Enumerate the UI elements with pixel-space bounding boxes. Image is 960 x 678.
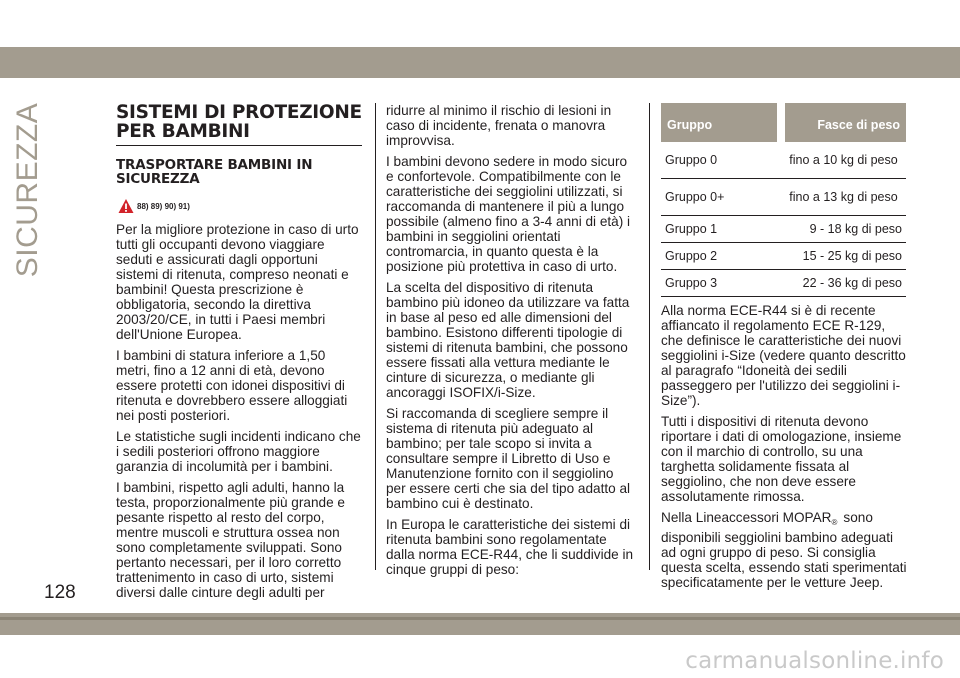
warning-refs: 88) 89) 90) 91) [137, 201, 190, 211]
paragraph: La scelta del dispositivo di ritenuta bambino più idoneo da utilizzare va fatta in base al peso ed alle dimensioni del bambino. Esistono differenti tipologie di sistemi di ritenuta bambini, che possono essere fissati alla vettura mediante le cinture di sicurezza, o mediante gli ancoraggi ISOFIX/i-Size. [386, 280, 630, 400]
table-cell-weight: fino a 10 kg di peso [781, 142, 906, 179]
table-cell-weight: fino a 13 kg di peso [781, 179, 906, 216]
bottom-footer-bar [0, 613, 960, 635]
table-row [661, 216, 906, 243]
column-1 [116, 103, 362, 606]
weight-groups-table [661, 103, 906, 297]
paragraph: Si raccomanda di scegliere sempre il sistema di ritenuta più adeguato al bambino; per tale scopo si invita a consultare sempre il Libretto di Uso e Manutenzione fornito con il seggiolino per essere certi che sia del tipo adatto al bambino cui è destinato. [386, 406, 631, 511]
table-row [661, 243, 906, 270]
column-divider [649, 103, 650, 570]
table-row [661, 270, 906, 297]
table-cell-group: Gruppo 0+ [661, 179, 781, 216]
table-cell-group: Gruppo 3 [661, 270, 781, 297]
section-label-text: SICUREZZA [11, 102, 44, 278]
column-3 [661, 103, 909, 596]
column-divider [375, 103, 376, 570]
table-header-weight: Fasce di peso [781, 103, 906, 142]
table-cell-group: Gruppo 0 [661, 142, 781, 179]
table-header-group: Gruppo [661, 103, 781, 142]
subheading: TRASPORTARE BAMBINI IN SICUREZZA [116, 157, 313, 187]
column-2 [386, 103, 636, 583]
paragraph: Le statistiche sugli incidenti indicano che i sedili posteriori offrono maggiore garanzia di incolumità per i bambini. [116, 429, 361, 474]
paragraph: Tutti i dispositivi di ritenuta devono riportare i dati di omologazione, insieme con il marchio di controllo, su una targhetta solidamente fissata al seggiolino, che non deve essere assolutamente rimossa. [661, 414, 902, 504]
table-cell-weight: 9 - 18 kg di peso [781, 216, 906, 243]
table-cell-group: Gruppo 2 [661, 243, 781, 270]
page-number: 128 [44, 582, 76, 603]
top-header-bar [0, 0, 960, 78]
section-side-label [2, 100, 54, 280]
table-cell-weight: 15 - 25 kg di peso [781, 243, 906, 270]
table-cell-weight: 22 - 36 kg di peso [781, 270, 906, 297]
page-heading: SISTEMI DI PROTEZIONE PER BAMBINI [116, 102, 362, 142]
paragraph: ridurre al minimo il rischio di lesioni in caso di incidente, frenata o manovra improvvisa. [386, 103, 612, 148]
paragraph: I bambini devono sedere in modo sicuro e confortevole. Compatibilmente con le caratteristiche dei seggiolini utilizzati, si raccomanda di mantenere il più a lungo possibile (almeno fino a 3-4 anni di età) i bambini in seggiolini orientati contromarcia, in quanto questa è la posizione più protettiva in caso di urto. [386, 154, 631, 274]
warning-reference-row [118, 196, 362, 216]
footer-line [0, 617, 960, 620]
paragraph: Per la migliore protezione in caso di urto tutti gli occupanti devono viaggiare seduti e assicurati dagli opportuni sistemi di ritenuta, compreso neonati e bambini! Questa prescrizione è obbligatoria, secondo la direttiva 2003/20/CE, in tutti i Paesi membri dell'Unione Europea. [116, 222, 359, 342]
paragraph: Alla norma ECE-R44 si è di recente affiancato il regolamento ECE R-129, che definisce le caratteristiche dei nuovi seggiolini i-Size (vedere quanto descritto al paragrafo “Idoneità dei sedili passeggero per l'utilizzo dei seggiolini i-Size”). [661, 303, 906, 408]
top-color-band [0, 47, 960, 78]
paragraph: In Europa le caratteristiche dei sistemi di ritenuta bambini sono regolamentate dalla norma ECE-R44, che li suddivide in cinque gruppi di peso: [386, 517, 634, 577]
table-row [661, 179, 906, 216]
table-header-row [661, 103, 906, 142]
table-cell-group: Gruppo 1 [661, 216, 781, 243]
mopar-text-cont: sono disponibili seggiolini bambino adeguati ad ogni gruppo di peso. Si consiglia questa scelta, essendo stati sperimentati specificatamente per le vetture Jeep. [661, 510, 907, 590]
paragraph: I bambini, rispetto agli adulti, hanno la testa, proporzionalmente più grande e pesante rispetto al resto del corpo, mentre muscoli e struttura ossea non sono completamente sviluppati. Sono pertanto necessari, per il loro corretto trattenimento in caso di urto, sistemi diversi dalle cinture degli adulti per [116, 480, 345, 600]
registered-mark: ® [831, 518, 838, 527]
table-row [661, 142, 906, 179]
paragraph: I bambini di statura inferiore a 1,50 metri, fino a 12 anni di età, devono essere protetti con idonei dispositivi di ritenuta e dovrebbero essere alloggiati nei posti posteriori. [116, 348, 348, 423]
heading-rule [116, 145, 362, 146]
watermark: carmanualsonline.info [685, 648, 944, 674]
warning-triangle-icon [118, 198, 134, 214]
paragraph [661, 510, 909, 590]
mopar-text: Nella Lineaccessori MOPAR [661, 510, 832, 525]
